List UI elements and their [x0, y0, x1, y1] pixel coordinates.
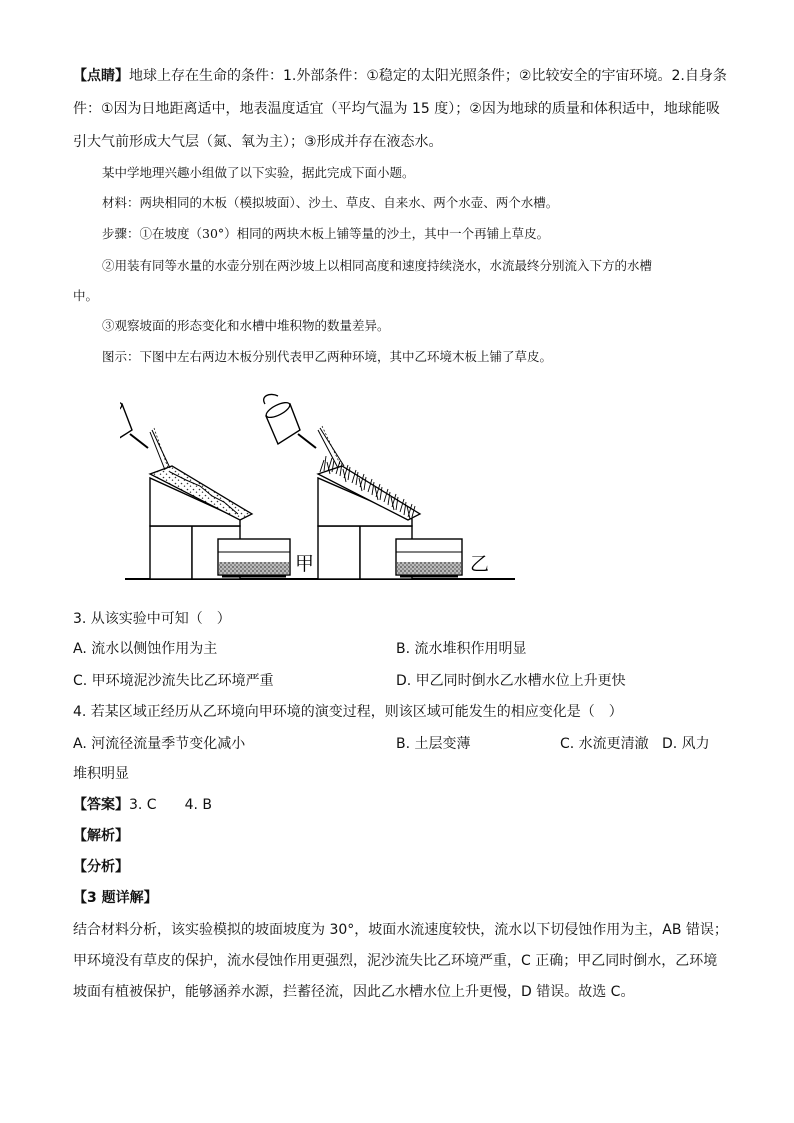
material-step-1: 步骤：①在坡度（30°）相同的两块木板上铺等量的沙土，其中一个再铺上草皮。	[102, 226, 550, 241]
tip-label: 【点睛】	[73, 68, 129, 84]
setup-right	[264, 394, 462, 579]
material-step-2: ②用装有同等水量的水壶分别在两沙坡上以相同高度和速度持续浇水，水流最终分别流入下方的水槽	[102, 258, 653, 273]
experiment-figure	[120, 386, 520, 596]
kettle-right	[264, 394, 316, 448]
q4-stem: 4. 若某区域正经历从乙环境向甲环境的演变过程，则该区域可能发生的相应变化是（ ）	[73, 704, 623, 720]
fenxi-label: 【分析】	[73, 859, 129, 875]
answer-label: 【答案】	[73, 797, 129, 813]
tip-text-1: 地球上存在生命的条件：1.外部条件：①稳定的太阳光照条件；②比较安全的宇宙环境。2.自身条	[129, 68, 727, 84]
figure-note: 图示：下图中左右两边木板分别代表甲乙两种环境，其中乙环境木板上铺了草皮。	[102, 349, 553, 364]
q3-option-a[interactable]: A. 流水以侧蚀作用为主	[73, 641, 218, 657]
analysis-label: 【解析】	[73, 828, 129, 844]
detail-line-3: 坡面有植被保护，能够涵养水源，拦蓄径流，因此乙水槽水位上升更慢，D 错误。故选 C。	[73, 984, 635, 1000]
material-step-3: ③观察坡面的形态变化和水槽中堆积物的数量差异。	[102, 318, 390, 333]
q4-option-d[interactable]: D. 风力	[662, 736, 710, 752]
q3-stem: 3. 从该实验中可知（ ）	[73, 611, 231, 627]
label-yi: 乙	[470, 553, 490, 575]
answer-text: 3. C 4. B	[129, 797, 212, 813]
tip-line-2: 件：①因为日地距离适中，地表温度适宜（平均气温为 15 度）；②因为地球的质量和体积适中，地球能吸	[73, 101, 720, 117]
label-jia: 甲	[295, 553, 315, 575]
q4-option-c[interactable]: C. 水流更清澈	[560, 736, 649, 752]
q3-option-c[interactable]: C. 甲环境泥沙流失比乙环境严重	[73, 673, 274, 689]
q4-option-a[interactable]: A. 河流径流量季节变化减小	[73, 736, 246, 752]
answer-line	[73, 795, 734, 815]
tip-line-3: 引大气前形成大气层（氮、氧为主）；③形成并存在液态水。	[73, 134, 443, 150]
material-list: 材料：两块相同的木板（模拟坡面）、沙土、草皮、自来水、两个水壶、两个水槽。	[102, 195, 559, 210]
q4-option-d-cont: 堆积明显	[73, 766, 129, 782]
detail3-label: 【3 题详解】	[73, 890, 158, 906]
q4-option-b[interactable]: B. 土层变薄	[396, 736, 471, 752]
kettle-left	[120, 394, 148, 448]
setup-left	[120, 394, 290, 579]
detail-line-2: 甲环境没有草皮的保护，流水侵蚀作用更强烈，泥沙流失比乙环境严重，C 正确；甲乙同时倒水，乙环境	[73, 953, 718, 969]
q3-option-d[interactable]: D. 甲乙同时倒水乙水槽水位上升更快	[396, 673, 626, 689]
material-intro: 某中学地理兴趣小组做了以下实验，据此完成下面小题。	[102, 165, 415, 180]
tip-line-1	[73, 66, 734, 86]
q3-option-b[interactable]: B. 流水堆积作用明显	[396, 641, 527, 657]
material-step-2-cont: 中。	[73, 288, 99, 303]
detail-line-1: 结合材料分析，该实验模拟的坡面坡度为 30°，坡面水流速度较快，流水以下切侵蚀作用为主，AB 错误；	[73, 922, 728, 938]
